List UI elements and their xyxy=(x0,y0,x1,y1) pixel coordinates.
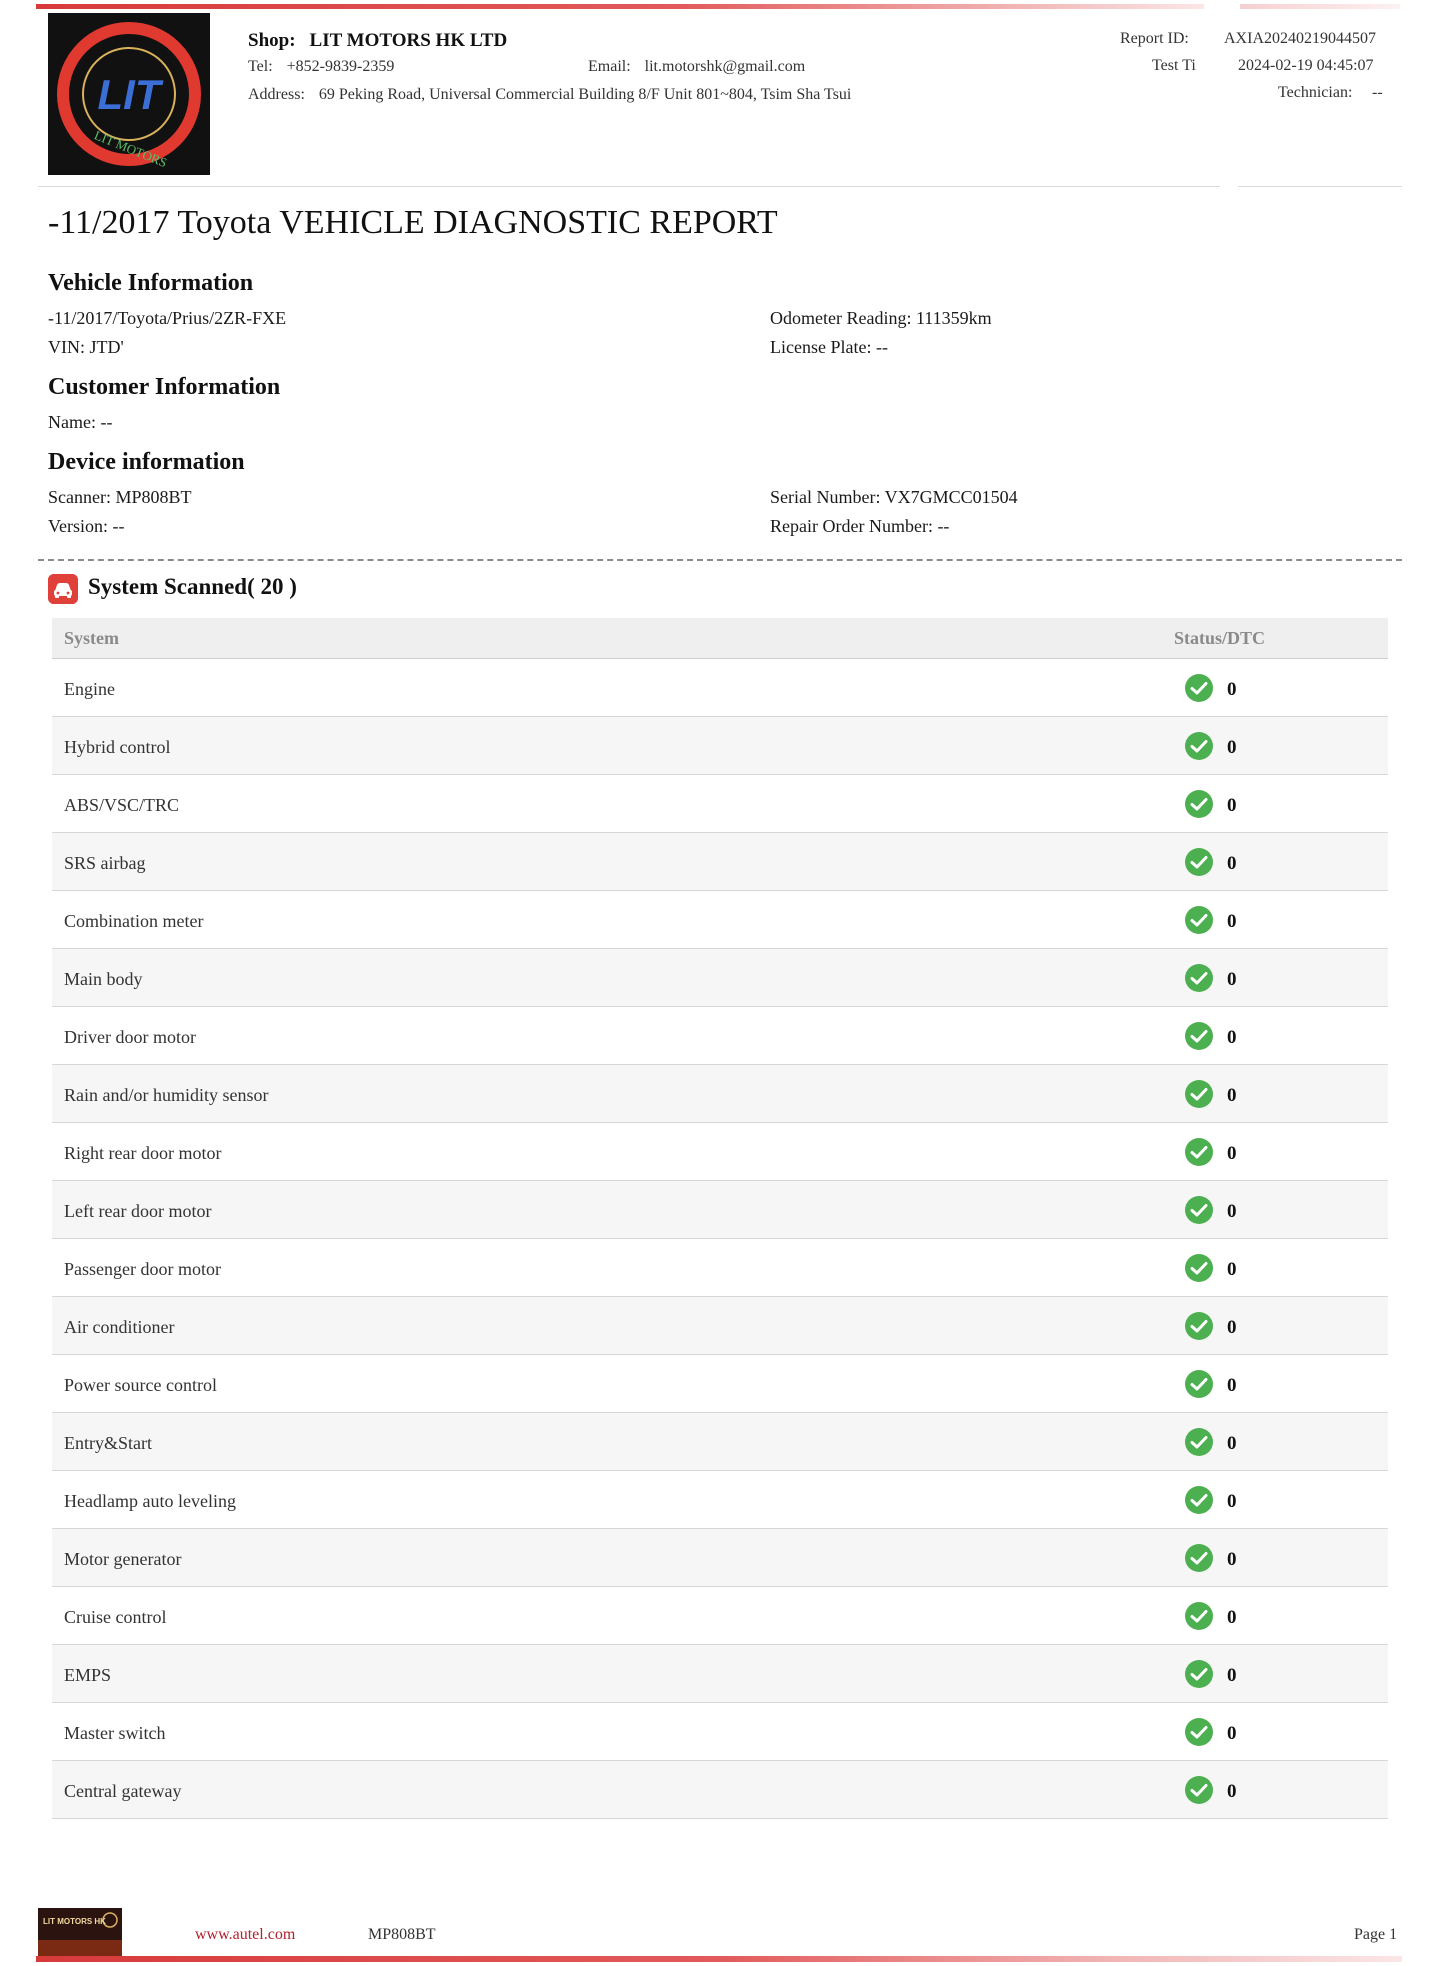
header-accent-bar-right xyxy=(1240,4,1400,9)
dtc-count: 0 xyxy=(1227,1433,1237,1454)
dtc-count: 0 xyxy=(1227,1317,1237,1338)
check-circle-icon xyxy=(1184,1195,1214,1225)
table-row xyxy=(52,775,1388,833)
dtc-count: 0 xyxy=(1227,1027,1237,1048)
check-circle-icon xyxy=(1184,847,1214,877)
serial-number: Serial Number: VX7GMCC01504 xyxy=(770,487,1018,507)
table-row xyxy=(52,1123,1388,1181)
customer-name: Name: -- xyxy=(48,412,113,432)
dtc-count: 0 xyxy=(1227,1259,1237,1280)
table-row xyxy=(52,1065,1388,1123)
repair-order-number: Repair Order Number: -- xyxy=(770,516,950,536)
system-name: Air conditioner xyxy=(64,1317,175,1337)
check-circle-icon xyxy=(1184,1659,1214,1689)
col-system-header: System xyxy=(64,628,119,648)
systems-scanned-heading xyxy=(88,574,297,600)
email-line xyxy=(588,58,805,76)
dtc-count: 0 xyxy=(1227,1781,1237,1802)
systems-heading-close: ) xyxy=(289,574,297,599)
footer-model: MP808BT xyxy=(368,1926,436,1943)
check-circle-icon xyxy=(1184,1311,1214,1341)
table-row xyxy=(52,1645,1388,1703)
shop-name-line xyxy=(248,30,507,52)
table-row xyxy=(52,659,1388,717)
dtc-count: 0 xyxy=(1227,679,1237,700)
dtc-count: 0 xyxy=(1227,1491,1237,1512)
dtc-count: 0 xyxy=(1227,795,1237,816)
tel-label: Tel: xyxy=(248,58,273,75)
address-label: Address: xyxy=(248,86,305,103)
system-name: Main body xyxy=(64,969,143,989)
table-row xyxy=(52,1297,1388,1355)
customer-info-heading: Customer Information xyxy=(48,374,281,400)
shop-name: LIT MOTORS HK LTD xyxy=(309,30,508,51)
systems-heading-label: System Scanned( xyxy=(88,574,255,599)
table-body xyxy=(52,659,1388,1819)
section-divider xyxy=(38,559,1402,561)
system-name: EMPS xyxy=(64,1665,112,1685)
table-row xyxy=(52,949,1388,1007)
check-circle-icon xyxy=(1184,1717,1214,1747)
dtc-count: 0 xyxy=(1227,1143,1237,1164)
system-name: Entry&Start xyxy=(64,1433,152,1453)
check-circle-icon xyxy=(1184,1543,1214,1573)
footer-logo-text: LIT MOTORS HK xyxy=(43,1917,106,1926)
system-name: Cruise control xyxy=(64,1607,167,1627)
dtc-count: 0 xyxy=(1227,1201,1237,1222)
systems-count: 20 xyxy=(260,574,284,599)
header-accent-bar xyxy=(36,4,1204,9)
address-line xyxy=(248,86,851,104)
vehicle-model: -11/2017/Toyota/Prius/2ZR-FXE xyxy=(48,308,287,328)
technician-value: -- xyxy=(1372,84,1383,101)
system-name: Passenger door motor xyxy=(64,1259,221,1279)
system-name: Combination meter xyxy=(64,911,204,931)
footer-accent-bar xyxy=(36,1956,1402,1962)
dtc-count: 0 xyxy=(1227,1085,1237,1106)
tel-value: +852-9839-2359 xyxy=(286,58,395,75)
table-row xyxy=(52,1471,1388,1529)
system-name: ABS/VSC/TRC xyxy=(64,795,180,815)
system-name: Headlamp auto leveling xyxy=(64,1491,236,1511)
system-name: SRS airbag xyxy=(64,853,146,873)
table-row xyxy=(52,1007,1388,1065)
tel-line xyxy=(248,58,394,76)
odometer-reading: Odometer Reading: 111359km xyxy=(770,308,992,328)
car-icon xyxy=(48,574,78,604)
test-time-value: 2024-02-19 04:45:07 xyxy=(1238,57,1374,74)
system-name: Engine xyxy=(64,679,115,699)
logo-subtext: LIT MOTORS xyxy=(92,127,170,171)
system-name: Motor generator xyxy=(64,1549,182,1569)
table-row xyxy=(52,1587,1388,1645)
table-row xyxy=(52,1703,1388,1761)
dtc-count: 0 xyxy=(1227,853,1237,874)
dtc-count: 0 xyxy=(1227,911,1237,932)
dtc-count: 0 xyxy=(1227,1723,1237,1744)
system-name: Power source control xyxy=(64,1375,217,1395)
check-circle-icon xyxy=(1184,1369,1214,1399)
footer-website-link[interactable]: www.autel.com xyxy=(195,1926,296,1943)
check-circle-icon xyxy=(1184,1253,1214,1283)
check-circle-icon xyxy=(1184,1079,1214,1109)
dtc-count: 0 xyxy=(1227,1375,1237,1396)
table-row xyxy=(52,1413,1388,1471)
check-circle-icon xyxy=(1184,1427,1214,1457)
footer-logo xyxy=(38,1908,122,1958)
footer-logo-icon xyxy=(38,1908,122,1958)
test-time-label: Test Ti xyxy=(1152,57,1196,74)
dtc-count: 0 xyxy=(1227,1549,1237,1570)
system-name: Left rear door motor xyxy=(64,1201,212,1221)
table-row xyxy=(52,717,1388,775)
table-row xyxy=(52,1239,1388,1297)
logo-text: LIT xyxy=(97,71,161,118)
table-row xyxy=(52,891,1388,949)
lit-motors-logo-icon xyxy=(48,13,210,175)
check-circle-icon xyxy=(1184,1137,1214,1167)
table-header xyxy=(52,618,1388,659)
technician-label: Technician: xyxy=(1278,84,1353,101)
check-circle-icon xyxy=(1184,905,1214,935)
table-row xyxy=(52,1181,1388,1239)
check-circle-icon xyxy=(1184,789,1214,819)
dtc-count: 0 xyxy=(1227,969,1237,990)
email-label: Email: xyxy=(588,58,631,75)
email-value: lit.motorshk@gmail.com xyxy=(644,58,806,75)
table-row xyxy=(52,1355,1388,1413)
system-name: Master switch xyxy=(64,1723,166,1743)
report-title: -11/2017 Toyota VEHICLE DIAGNOSTIC REPORT xyxy=(48,204,778,241)
shop-label: Shop: xyxy=(248,30,296,51)
table-row xyxy=(52,1529,1388,1587)
check-circle-icon xyxy=(1184,1775,1214,1805)
address-value: 69 Peking Road, Universal Commercial Building 8/F Unit 801~804, Tsim Sha Tsui xyxy=(318,86,852,103)
col-status-header: Status/DTC xyxy=(1174,628,1266,648)
system-name: Central gateway xyxy=(64,1781,182,1801)
check-circle-icon xyxy=(1184,1601,1214,1631)
table-row xyxy=(52,833,1388,891)
check-circle-icon xyxy=(1184,1021,1214,1051)
check-circle-icon xyxy=(1184,963,1214,993)
system-name: Rain and/or humidity sensor xyxy=(64,1085,269,1105)
dtc-count: 0 xyxy=(1227,1607,1237,1628)
version: Version: -- xyxy=(48,516,125,536)
system-name: Right rear door motor xyxy=(64,1143,222,1163)
check-circle-icon xyxy=(1184,731,1214,761)
dtc-count: 0 xyxy=(1227,737,1237,758)
report-id-label: Report ID: xyxy=(1120,30,1189,47)
system-name: Driver door motor xyxy=(64,1027,196,1047)
header-divider xyxy=(38,186,1220,187)
vehicle-info-heading: Vehicle Information xyxy=(48,270,254,296)
check-circle-icon xyxy=(1184,1485,1214,1515)
scanner: Scanner: MP808BT xyxy=(48,487,192,507)
check-circle-icon xyxy=(1184,673,1214,703)
vin: VIN: JTD' xyxy=(48,337,124,357)
system-name: Hybrid control xyxy=(64,737,171,757)
table-row xyxy=(52,1761,1388,1819)
footer-page-number: Page 1 xyxy=(1354,1926,1398,1943)
dtc-count: 0 xyxy=(1227,1665,1237,1686)
license-plate: License Plate: -- xyxy=(770,337,888,357)
report-id-value: AXIA20240219044507 xyxy=(1224,30,1376,47)
shop-logo xyxy=(48,13,210,175)
header-divider-right xyxy=(1238,186,1402,187)
device-info-heading: Device information xyxy=(48,449,245,475)
systems-table xyxy=(52,618,1388,1819)
